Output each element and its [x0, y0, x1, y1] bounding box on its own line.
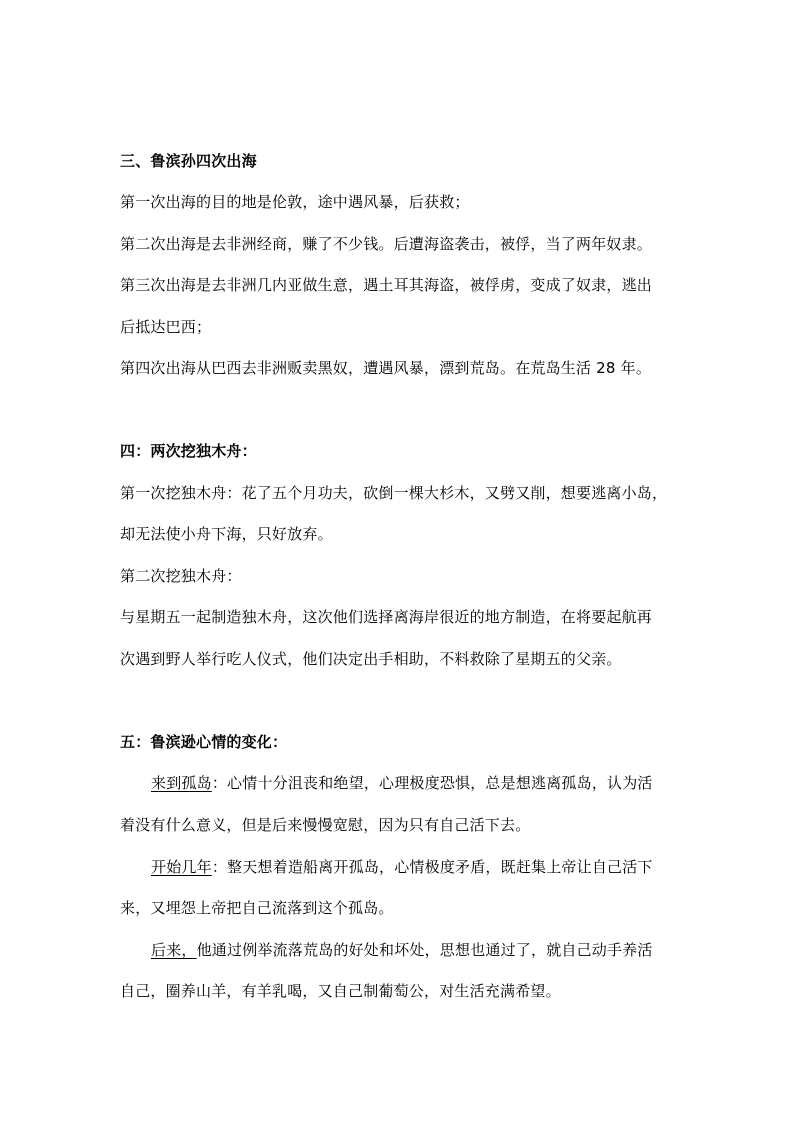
section-3-line-4: 后抵达巴西； — [120, 318, 212, 336]
section-5-paragraph-2-line-2: 来，又埋怨上帝把自己流落到这个孤岛。 — [120, 899, 394, 917]
section-3-line-2: 第二次出海是去非洲经商，赚了不少钱。后遭海盗袭击，被俘，当了两年奴隶。 — [120, 235, 653, 253]
section-5-paragraph-3-line-1 — [151, 940, 711, 960]
section-5-paragraph-3-text: 他通过例举流落荒岛的好处和坏处，思想也通过了，就自己动手养活 — [196, 941, 653, 959]
section-4-line-1: 第一次挖独木舟：花了五个月功夫，砍倒一棵大杉木，又劈又削，想要逃离小岛， — [120, 484, 668, 502]
section-5-paragraph-2-text: ：整天想着造船离开孤岛，心情极度矛盾，既赶集上帝让自己活下 — [211, 858, 653, 876]
section-4-line-5: 次遇到野人举行吃人仪式，他们决定出手相助，不料救除了星期五的父亲。 — [120, 650, 622, 668]
section-3-heading: 三、鲁滨孙四次出海 — [120, 152, 257, 170]
section-5-paragraph-1-label: 来到孤岛 — [151, 774, 212, 792]
section-5-paragraph-3-label: 后来， — [151, 941, 197, 959]
section-5-paragraph-1-line-1 — [151, 773, 711, 793]
section-5-paragraph-1-line-2: 着没有什么意义，但是后来慢慢宽慰，因为只有自己活下去。 — [120, 816, 531, 834]
section-4-line-3: 第二次挖独木舟： — [120, 567, 242, 585]
section-5-paragraph-2-line-1 — [151, 857, 711, 877]
section-5-paragraph-1-text: ：心情十分沮丧和绝望，心理极度恐惧，总是想逃离孤岛，认为活 — [211, 774, 653, 792]
section-3-line-3: 第三次出海是去非洲几内亚做生意，遇土耳其海盗，被俘虏，变成了奴隶，逃出 — [120, 276, 653, 294]
section-4-line-2: 却无法使小舟下海，只好放弃。 — [120, 525, 333, 543]
section-5-paragraph-3-line-2: 自己，圈养山羊，有羊乳喝，又自己制葡萄公，对生活充满希望。 — [120, 982, 561, 1000]
section-3-line-1: 第一次出海的目的地是伦敦，途中遇风暴，后获救； — [120, 193, 470, 211]
section-4-line-4: 与星期五一起制造独木舟，这次他们选择离海岸很近的地方制造，在将要起航再 — [120, 608, 653, 626]
section-3-line-5: 第四次出海从巴西去非洲贩卖黑奴，遭遇风暴，漂到荒岛。在荒岛生活 28 年。 — [120, 359, 652, 377]
section-5-heading: 五：鲁滨逊心情的变化： — [120, 733, 288, 751]
section-4-heading: 四：两次挖独木舟： — [120, 442, 257, 460]
section-5-paragraph-2-label: 开始几年 — [151, 858, 212, 876]
